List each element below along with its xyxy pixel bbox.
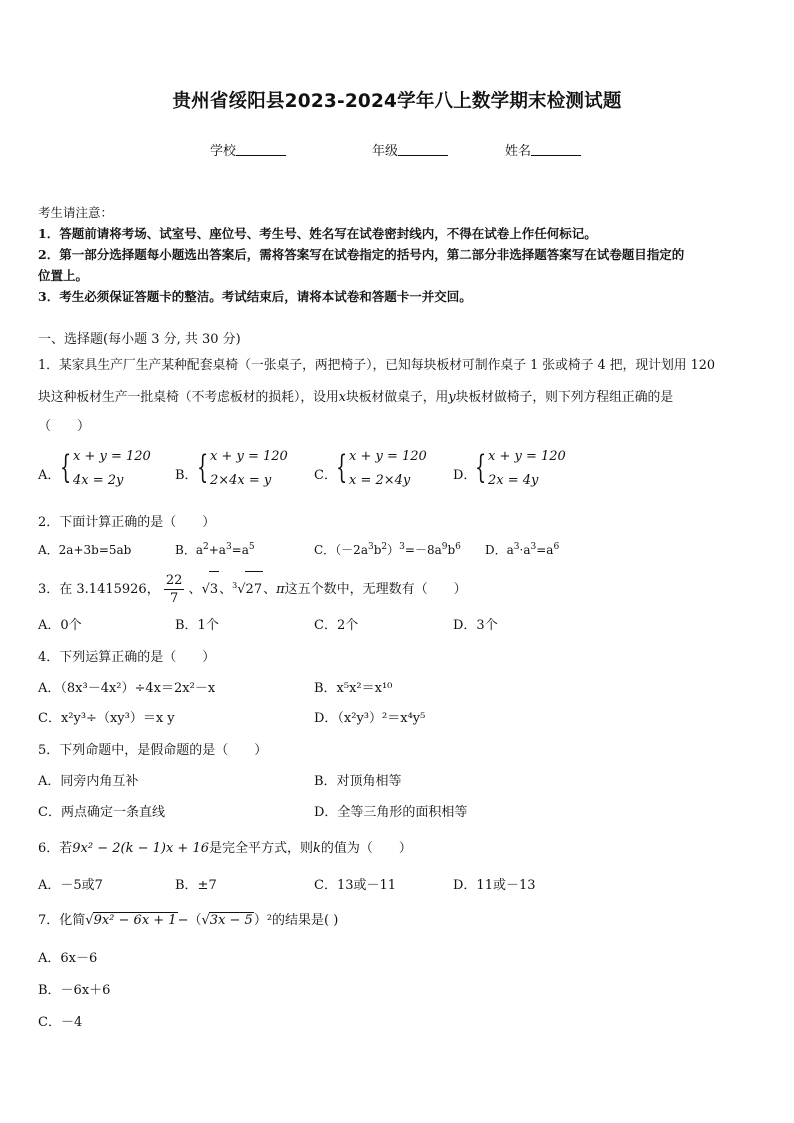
q3-sep3: 、 <box>263 582 277 597</box>
q1-line2 <box>38 386 673 405</box>
q4-option-a: A．（8x³－4x²）÷4x＝2x²－x <box>38 681 216 696</box>
q3-option-c: C．2个 <box>314 618 359 633</box>
q7-option-c: C．－4 <box>38 1015 83 1030</box>
name-field <box>505 140 581 159</box>
school-blank <box>236 143 286 156</box>
q5-option-d: D．全等三角形的面积相等 <box>314 805 468 820</box>
q7-close: ）² <box>253 913 273 928</box>
section-heading: 一、选择题(每小题 3 分, 共 30 分) <box>38 332 241 347</box>
q7-minus: −（ <box>177 913 202 928</box>
q6-pre: 6．若 <box>38 841 73 856</box>
q7-stem <box>38 909 338 928</box>
q1-option-a-eq2: 4x = 2y <box>73 473 124 488</box>
q1-option-b-label: B． <box>175 468 198 483</box>
q1-line2-c: 块板材做椅子，则下列方程组正确的是 <box>455 390 674 405</box>
q1-option-a-eq1: x + y = 120 <box>73 449 151 464</box>
q6-option-b: B．±7 <box>175 878 217 893</box>
q1-option-b-system <box>197 447 297 493</box>
q1-option-d-system <box>475 447 575 493</box>
q1-option-c-eq1: x + y = 120 <box>349 449 427 464</box>
q6-var-k: k <box>313 841 321 856</box>
q3-frac-den: 7 <box>169 591 179 606</box>
q5-stem: 5．下列命题中，是假命题的是（ ） <box>38 743 268 758</box>
q3-sep1: 、 <box>188 582 202 597</box>
q6-option-d: D．11或－13 <box>453 878 536 893</box>
q4-option-c: C．x²y³÷（xy³）＝x y <box>38 711 175 726</box>
grade-blank <box>398 143 448 156</box>
q1-option-a-brace: { <box>60 448 72 486</box>
q3-frac-num: 22 <box>165 573 183 588</box>
q3-pi: π <box>276 582 285 597</box>
name-label: 姓名 <box>505 144 532 159</box>
q3-option-a: A．0个 <box>38 618 82 633</box>
notice-item-2: 2．第一部分选择题每小题选出答案后，需将答案写在试卷指定的括号内，第二部分非选择题答案写在试卷题目指定的 <box>38 247 685 262</box>
q7-option-b: B．－6x＋6 <box>38 983 111 998</box>
q2-option-c: C．$(-2a^3b^2)^3=-8a^9b^6$ <box>314 542 461 557</box>
school-label: 学校 <box>210 144 237 159</box>
q3-option-d: D．3个 <box>453 618 498 633</box>
q2-option-a: A．2a+3b=5ab <box>38 543 132 557</box>
q1-option-c-system <box>336 447 436 493</box>
q1-option-b-eq2: 2×4x = y <box>210 473 272 488</box>
q1-option-d-eq2: 2x = 4y <box>488 473 539 488</box>
q2-option-d: D．$a^3\cdot a^3=a^6$ <box>485 542 560 557</box>
q7-radical-1: √9x² − 6x + 1 <box>85 913 177 928</box>
q3-cbrt: $^3$√27 <box>232 582 263 597</box>
q1-option-a-label: A． <box>38 468 61 483</box>
school-field <box>210 140 286 159</box>
q1-option-c-eq2: x = 2×4y <box>349 473 411 488</box>
q1-line1: 1．某家具生产厂生产某种配套桌椅（一张桌子，两把椅子），已知每块板材可制作桌子 1 张或椅子 4 把，现计划用 120 <box>38 358 716 373</box>
notice-heading: 考生请注意： <box>38 205 114 220</box>
q6-expression: 9x² − 2(k − 1)x + 16 <box>72 841 210 856</box>
q1-option-b-eq1: x + y = 120 <box>210 449 288 464</box>
q3-sep2: 、 <box>219 582 233 597</box>
q7-post: 的结果是( ) <box>272 913 339 928</box>
q1-option-d-label: D． <box>453 468 477 483</box>
q6-option-c: C．13或－11 <box>314 878 397 893</box>
q5-option-b: B．对顶角相等 <box>314 774 402 789</box>
q1-line2-a: 块这种板材生产一批桌椅（不考虑板材的损耗），设用 <box>38 390 339 405</box>
q4-stem: 4．下列运算正确的是（ ） <box>38 650 216 665</box>
name-blank <box>531 143 581 156</box>
q3-post: 这五个数中，无理数有（ ） <box>284 582 467 597</box>
grade-label: 年级 <box>372 144 399 159</box>
q4-option-b: B．x⁵x²＝x¹⁰ <box>314 681 393 696</box>
q4-option-d: D．（x²y³）²＝x⁴y⁵ <box>314 711 426 726</box>
q1-var-x: x <box>338 390 346 405</box>
page-title: 贵州省绥阳县2023-2024学年八上数学期末检测试题 <box>172 91 622 112</box>
q1-option-d-brace: { <box>475 448 487 486</box>
q1-answer-paren: （ ） <box>38 419 91 434</box>
q1-option-a-system <box>60 447 160 493</box>
q1-option-b-brace: { <box>197 448 209 486</box>
q7-radical-2: √3x − 5 <box>201 913 253 928</box>
q6-option-a: A．－5或7 <box>38 878 103 893</box>
q3-option-b: B．1个 <box>175 618 219 633</box>
q6-stem <box>38 837 412 856</box>
q1-option-d-eq1: x + y = 120 <box>488 449 566 464</box>
q5-option-a: A．同旁内角互补 <box>38 774 139 789</box>
notice-item-3: 3．考生必须保证答题卡的整洁。考试结束后，请将本试卷和答题卡一并交回。 <box>38 289 472 304</box>
q1-line2-b: 块板材做桌子，用 <box>345 390 449 405</box>
q2-option-b: B．$a^2+a^3=a^5$ <box>175 542 255 557</box>
q5-option-c: C．两点确定一条直线 <box>38 805 165 820</box>
q7-option-a: A．6x－6 <box>38 951 98 966</box>
q1-var-y: y <box>448 390 456 405</box>
grade-field <box>372 140 448 159</box>
q3-pre: 3．在 3.1415926， <box>38 582 160 597</box>
q6-post: 的值为（ ） <box>320 841 412 856</box>
q3-fraction <box>164 572 185 607</box>
q3-sqrt: √3 <box>202 582 220 597</box>
notice-item-1: 1．答题前请将考场、试室号、座位号、考生号、姓名写在试卷密封线内，不得在试卷上作任何标记。 <box>38 226 597 241</box>
q7-pre: 7．化简 <box>38 913 86 928</box>
q1-option-c-brace: { <box>336 448 348 486</box>
q3-stem <box>38 568 467 608</box>
q6-mid: 是完全平方式，则 <box>209 841 314 856</box>
q1-option-c-label: C． <box>314 468 337 483</box>
q2-stem: 2．下面计算正确的是（ ） <box>38 515 216 530</box>
notice-item-2-cont: 位置上。 <box>38 268 89 283</box>
